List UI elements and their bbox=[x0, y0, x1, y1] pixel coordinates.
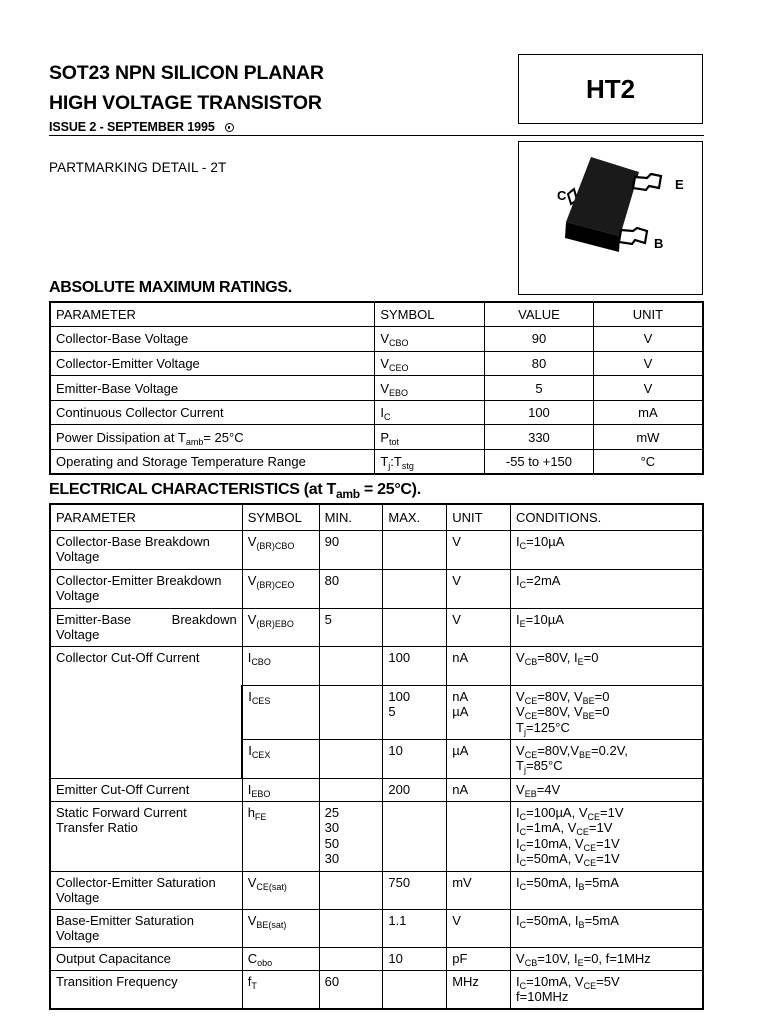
min-cell: 5 bbox=[319, 608, 383, 646]
conditions-cell: $I_C=10\mu A$ bbox=[511, 530, 703, 569]
max-cell: 10 bbox=[383, 739, 447, 778]
unit-cell: MHz bbox=[447, 970, 511, 1009]
max-cell bbox=[383, 970, 447, 1009]
unit-cell: nA bbox=[447, 778, 511, 801]
table-row bbox=[50, 425, 703, 450]
max-cell: 100 bbox=[383, 646, 447, 685]
conditions-cell: $I_C=2mA$ bbox=[511, 569, 703, 608]
parameter-cell: Collector-Base Breakdown Voltage bbox=[50, 530, 242, 569]
conditions-cell: $V_{CE}=80V$, $V_{BE}=0$ $V_{CE}=80V$, $V_{BE}=0$ $T_j=125^\circ C$ bbox=[511, 685, 703, 739]
pin-c-label: C bbox=[557, 188, 567, 203]
conditions-cell: $I_C=100\mu A$, $V_{CE}=1V$ $I_C=1mA$, $V_{CE}=1V$ $I_C=10mA$, $V_{CE}=1V$ $I_C=50mA$, $V_{CE}=1V$ bbox=[511, 801, 703, 871]
max-cell: 750 bbox=[383, 871, 447, 909]
table-row bbox=[50, 400, 703, 425]
col-header: MAX. bbox=[383, 504, 447, 530]
unit-cell: V bbox=[593, 351, 703, 376]
unit-cell: nA bbox=[447, 646, 511, 685]
issue-line bbox=[49, 120, 234, 134]
conditions-cell: $V_{CE}=80V,V_{BE}=0.2V$, $T_j=85^\circ C$ bbox=[511, 739, 703, 778]
col-header: PARAMETER bbox=[50, 302, 375, 327]
min-cell bbox=[319, 685, 383, 739]
table-row bbox=[50, 351, 703, 376]
conditions-cell: $V_{CB}=80V$, $I_E=0$ bbox=[511, 646, 703, 685]
col-header: MIN. bbox=[319, 504, 383, 530]
parameter-cell: Emitter Cut-Off Current bbox=[50, 778, 242, 801]
table-row bbox=[50, 450, 703, 475]
parameter-cell: Transition Frequency bbox=[50, 970, 242, 1009]
min-cell: 25 30 50 30 bbox=[319, 801, 383, 871]
parameter-cell: Collector-Emitter Voltage bbox=[50, 351, 375, 376]
parameter-cell: Collector-Base Voltage bbox=[50, 327, 375, 352]
part-number: HT2 bbox=[585, 73, 636, 104]
table-row bbox=[50, 376, 703, 401]
title-line-2: HIGH VOLTAGE TRANSISTOR bbox=[49, 92, 322, 114]
min-cell: 90 bbox=[319, 530, 383, 569]
max-cell bbox=[383, 801, 447, 871]
sot23-package-icon bbox=[519, 142, 704, 296]
parameter-cell: Collector-Emitter Saturation Voltage bbox=[50, 871, 242, 909]
symbol-cell: $I_{CBO}$ bbox=[242, 646, 319, 685]
parameter-cell: Collector-Emitter Breakdown Voltage bbox=[50, 569, 242, 608]
table-row bbox=[50, 569, 703, 608]
symbol-cell: $P_{tot}$ bbox=[375, 425, 485, 450]
conditions-cell: $I_C=10mA$, $V_{CE}=5V$ f=10MHz bbox=[511, 970, 703, 1009]
unit-cell: V bbox=[593, 376, 703, 401]
value-cell: 90 bbox=[485, 327, 594, 352]
unit-cell bbox=[447, 801, 511, 871]
parameter-cell: Emitter-Base Voltage bbox=[50, 376, 375, 401]
value-cell: 100 bbox=[485, 400, 594, 425]
max-cell: 1.1 bbox=[383, 909, 447, 947]
col-header: CONDITIONS. bbox=[511, 504, 703, 530]
unit-cell: V bbox=[447, 569, 511, 608]
unit-cell: °C bbox=[593, 450, 703, 475]
symbol-cell: $V_{CBO}$ bbox=[375, 327, 485, 352]
col-header: VALUE bbox=[485, 302, 594, 327]
electrical-characteristics-table bbox=[49, 503, 704, 1010]
parameter-cell: Emitter-Base Breakdown Voltage bbox=[50, 608, 242, 646]
table-row bbox=[50, 970, 703, 1009]
min-cell bbox=[319, 871, 383, 909]
col-header: UNIT bbox=[447, 504, 511, 530]
table-row bbox=[50, 646, 703, 685]
conditions-cell: $I_C=50mA$, $I_B=5mA$ bbox=[511, 909, 703, 947]
unit-cell: V bbox=[447, 608, 511, 646]
partmarking-detail: PARTMARKING DETAIL - 2T bbox=[49, 160, 227, 175]
value-cell: 330 bbox=[485, 425, 594, 450]
elec-heading: ELECTRICAL CHARACTERISTICS (at $T_{amb} = 25^\circ C$). bbox=[49, 481, 421, 501]
symbol-cell: $V_{(BR)CEO}$ bbox=[242, 569, 319, 608]
abs-max-heading: ABSOLUTE MAXIMUM RATINGS. bbox=[49, 279, 292, 296]
table-row bbox=[50, 778, 703, 801]
parameter-cell: Power Dissipation at $T_{amb}= 25^\circ C$ bbox=[50, 425, 375, 450]
parameter-cell: Base-Emitter Saturation Voltage bbox=[50, 909, 242, 947]
conditions-cell: $V_{EB}=4V$ bbox=[511, 778, 703, 801]
min-cell bbox=[319, 947, 383, 970]
col-header: PARAMETER bbox=[50, 504, 242, 530]
unit-cell: µA bbox=[447, 739, 511, 778]
table-row bbox=[50, 801, 703, 871]
max-cell bbox=[383, 530, 447, 569]
value-cell: -55 to +150 bbox=[485, 450, 594, 475]
symbol-cell: $I_C$ bbox=[375, 400, 485, 425]
issue-circle-icon bbox=[225, 123, 234, 132]
min-cell: 80 bbox=[319, 569, 383, 608]
parameter-cell: Static Forward Current Transfer Ratio bbox=[50, 801, 242, 871]
min-cell bbox=[319, 778, 383, 801]
value-cell: 5 bbox=[485, 376, 594, 401]
max-cell bbox=[383, 608, 447, 646]
pin-e-label: E bbox=[675, 177, 684, 192]
table-header-row bbox=[50, 504, 703, 530]
header-divider bbox=[49, 135, 704, 136]
max-cell bbox=[383, 569, 447, 608]
document-title bbox=[49, 58, 429, 118]
conditions-cell: $V_{CB}=10V$, $I_E=0$, f=1MHz bbox=[511, 947, 703, 970]
min-cell bbox=[319, 739, 383, 778]
table-row bbox=[50, 327, 703, 352]
table-row bbox=[50, 909, 703, 947]
col-header: SYMBOL bbox=[375, 302, 485, 327]
symbol-cell: $I_{CEX}$ bbox=[242, 739, 319, 778]
min-cell bbox=[319, 646, 383, 685]
unit-cell: mV bbox=[447, 871, 511, 909]
table-row bbox=[50, 608, 703, 646]
max-cell: 10 bbox=[383, 947, 447, 970]
unit-cell: V bbox=[447, 909, 511, 947]
symbol-cell: $I_{EBO}$ bbox=[242, 778, 319, 801]
min-cell bbox=[319, 909, 383, 947]
issue-text: ISSUE 2 - SEPTEMBER 1995 bbox=[49, 120, 215, 134]
part-number-box bbox=[518, 54, 703, 124]
symbol-cell: $T_j:T_{stg}$ bbox=[375, 450, 485, 475]
unit-cell: V bbox=[447, 530, 511, 569]
title-line-1: SOT23 NPN SILICON PLANAR bbox=[49, 62, 324, 84]
symbol-cell: $f_T$ bbox=[242, 970, 319, 1009]
table-row bbox=[50, 530, 703, 569]
value-cell: 80 bbox=[485, 351, 594, 376]
symbol-cell: $I_{CES}$ bbox=[242, 685, 319, 739]
table-row bbox=[50, 871, 703, 909]
max-cell: 200 bbox=[383, 778, 447, 801]
symbol-cell: $C_{obo}$ bbox=[242, 947, 319, 970]
parameter-cell: Output Capacitance bbox=[50, 947, 242, 970]
col-header: UNIT bbox=[593, 302, 703, 327]
symbol-cell: $V_{EBO}$ bbox=[375, 376, 485, 401]
parameter-cell: Operating and Storage Temperature Range bbox=[50, 450, 375, 475]
unit-cell: V bbox=[593, 327, 703, 352]
col-header: SYMBOL bbox=[242, 504, 319, 530]
parameter-cell: Collector Cut-Off Current bbox=[50, 646, 242, 778]
pin-b-label: B bbox=[654, 236, 664, 251]
package-diagram bbox=[518, 141, 703, 295]
abs-max-table bbox=[49, 301, 704, 475]
parameter-cell: Continuous Collector Current bbox=[50, 400, 375, 425]
unit-cell: nA µA bbox=[447, 685, 511, 739]
symbol-cell: $h_{FE}$ bbox=[242, 801, 319, 871]
unit-cell: mA bbox=[593, 400, 703, 425]
symbol-cell: $V_{CEO}$ bbox=[375, 351, 485, 376]
conditions-cell: $I_E=10\mu A$ bbox=[511, 608, 703, 646]
symbol-cell: $V_{(BR)CBO}$ bbox=[242, 530, 319, 569]
symbol-cell: $V_{(BR)EBO}$ bbox=[242, 608, 319, 646]
table-header-row bbox=[50, 302, 703, 327]
min-cell: 60 bbox=[319, 970, 383, 1009]
symbol-cell: $V_{BE(sat)}$ bbox=[242, 909, 319, 947]
unit-cell: pF bbox=[447, 947, 511, 970]
table-row bbox=[50, 947, 703, 970]
conditions-cell: $I_C=50mA$, $I_B=5mA$ bbox=[511, 871, 703, 909]
symbol-cell: $V_{CE(sat)}$ bbox=[242, 871, 319, 909]
max-cell: 100 5 bbox=[383, 685, 447, 739]
unit-cell: mW bbox=[593, 425, 703, 450]
